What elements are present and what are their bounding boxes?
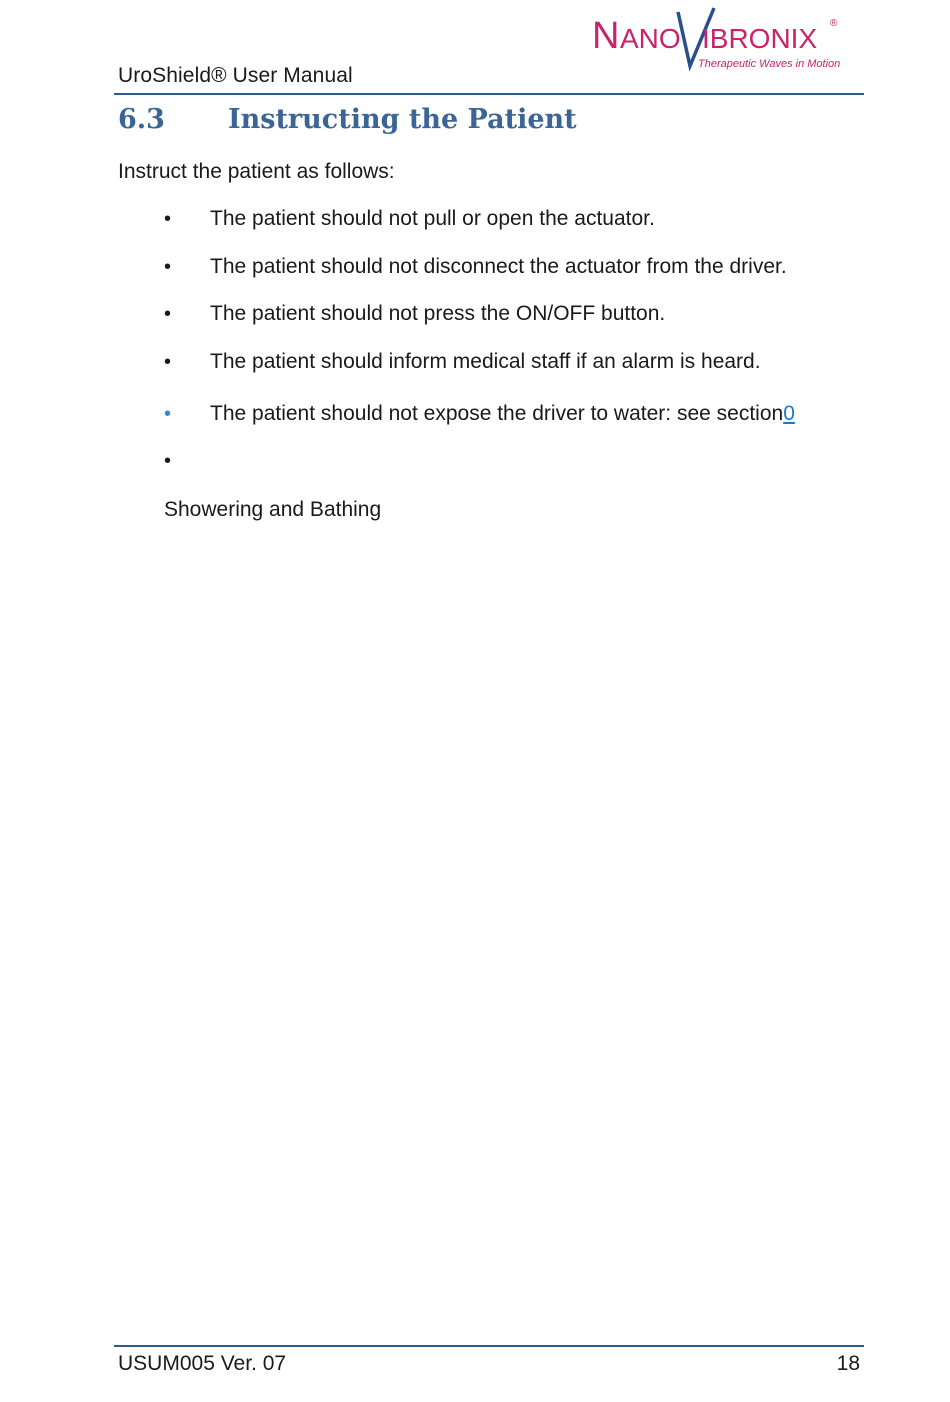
list-item-text: The patient should not disconnect the actuator from the driver.	[210, 255, 787, 278]
list-item	[164, 207, 655, 231]
section-heading	[118, 104, 577, 135]
bullet-icon: •	[164, 256, 172, 278]
list-item-text: The patient should inform medical staff if an alarm is heard.	[210, 350, 761, 373]
section-link[interactable]: 0	[783, 402, 795, 425]
logo-letter-n: N	[592, 15, 620, 57]
page-number: 18	[836, 1352, 860, 1375]
section-title: Instructing the Patient	[228, 104, 577, 135]
header-divider	[114, 93, 864, 95]
footer-divider	[114, 1345, 864, 1347]
subsection-reference-text: Showering and Bathing	[164, 498, 382, 521]
bullet-icon: •	[164, 208, 172, 230]
section-number: 6.3	[118, 104, 165, 135]
bullet-icon: •	[164, 403, 172, 425]
document-id: USUM005 Ver. 07	[118, 1352, 287, 1375]
list-item	[164, 255, 787, 279]
logo-tagline: Therapeutic Waves in Motion	[698, 58, 841, 70]
logo-brand-right: IBRONIX	[702, 23, 818, 54]
list-item	[164, 450, 210, 473]
bullet-icon: •	[164, 450, 172, 472]
list-item-text: The patient should not press the ON/OFF button.	[210, 302, 666, 325]
bullet-icon: •	[164, 303, 172, 325]
list-item	[164, 302, 665, 326]
logo-brand-left: ANO	[620, 23, 681, 54]
manual-title: UroShield® User Manual	[118, 64, 353, 87]
bullet-icon: •	[164, 351, 172, 373]
logo-registered-mark: ®	[830, 18, 838, 29]
list-item	[164, 350, 761, 374]
list-item-text: The patient should not pull or open the actuator.	[210, 207, 655, 230]
list-item	[164, 402, 795, 426]
list-item-text: The patient should not expose the driver to water: see section	[210, 402, 784, 425]
nanovibronix-logo	[590, 4, 842, 72]
intro-paragraph: Instruct the patient as follows:	[118, 160, 395, 183]
